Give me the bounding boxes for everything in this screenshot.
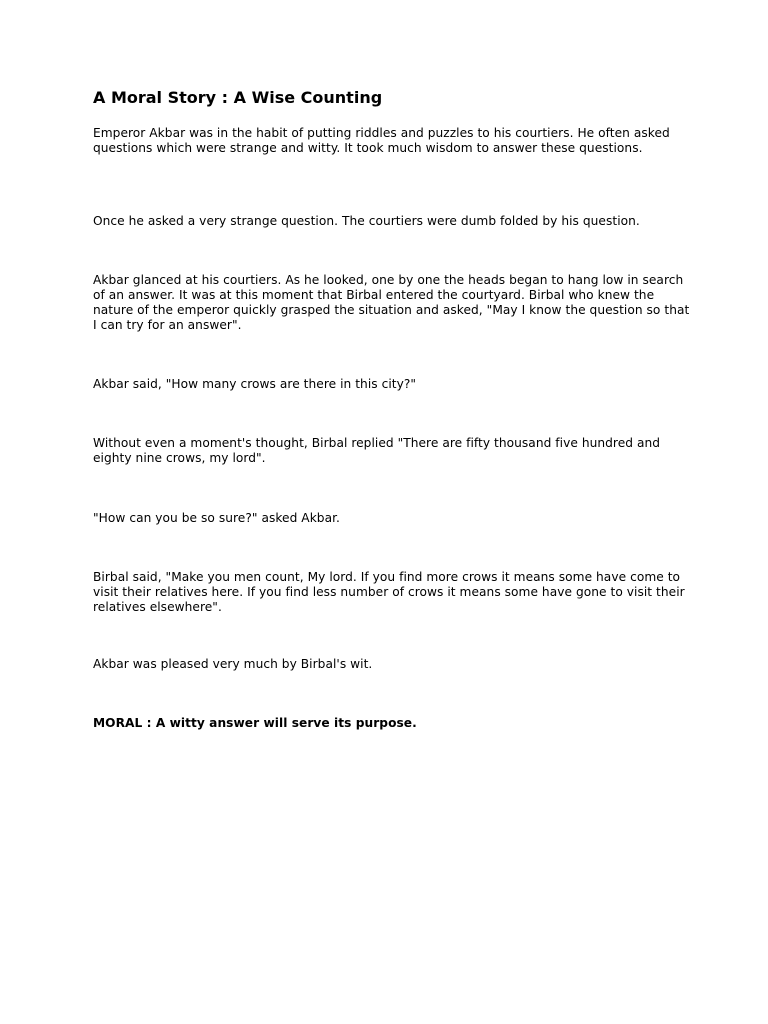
paragraph-akbar-pleased: Akbar was pleased very much by Birbal's wit. (93, 657, 373, 671)
paragraph-birbal-enters: Akbar glanced at his courtiers. As he looked, one by one the heads began to hang low in search of an answer. It was at this moment that Birbal entered the courtyard. Birbal who knew the nature of the emperor quickly grasped the situation and asked, "May I know the question so that I can try for an answer". (93, 273, 690, 332)
paragraph-akbar-question: Akbar said, "How many crows are there in this city?" (93, 377, 417, 391)
story-title: A Moral Story : A Wise Counting (93, 88, 383, 107)
paragraph-birbal-explains: Birbal said, "Make you men count, My lord. If you find more crows it means some have come to visit their relatives here. If you find less number of crows it means some have gone to visit their relatives elsewhere". (93, 570, 685, 614)
story-moral: MORAL : A witty answer will serve its purpose. (93, 716, 417, 730)
paragraph-intro: Emperor Akbar was in the habit of putting riddles and puzzles to his courtiers. He often asked questions which were strange and witty. It took much wisdom to answer these questions. (93, 126, 670, 155)
paragraph-akbar-doubt: "How can you be so sure?" asked Akbar. (93, 511, 340, 525)
paragraph-strange-question: Once he asked a very strange question. The courtiers were dumb folded by his question. (93, 214, 640, 228)
paragraph-birbal-answer: Without even a moment's thought, Birbal replied "There are fifty thousand five hundred and eighty nine crows, my lord". (93, 436, 661, 465)
